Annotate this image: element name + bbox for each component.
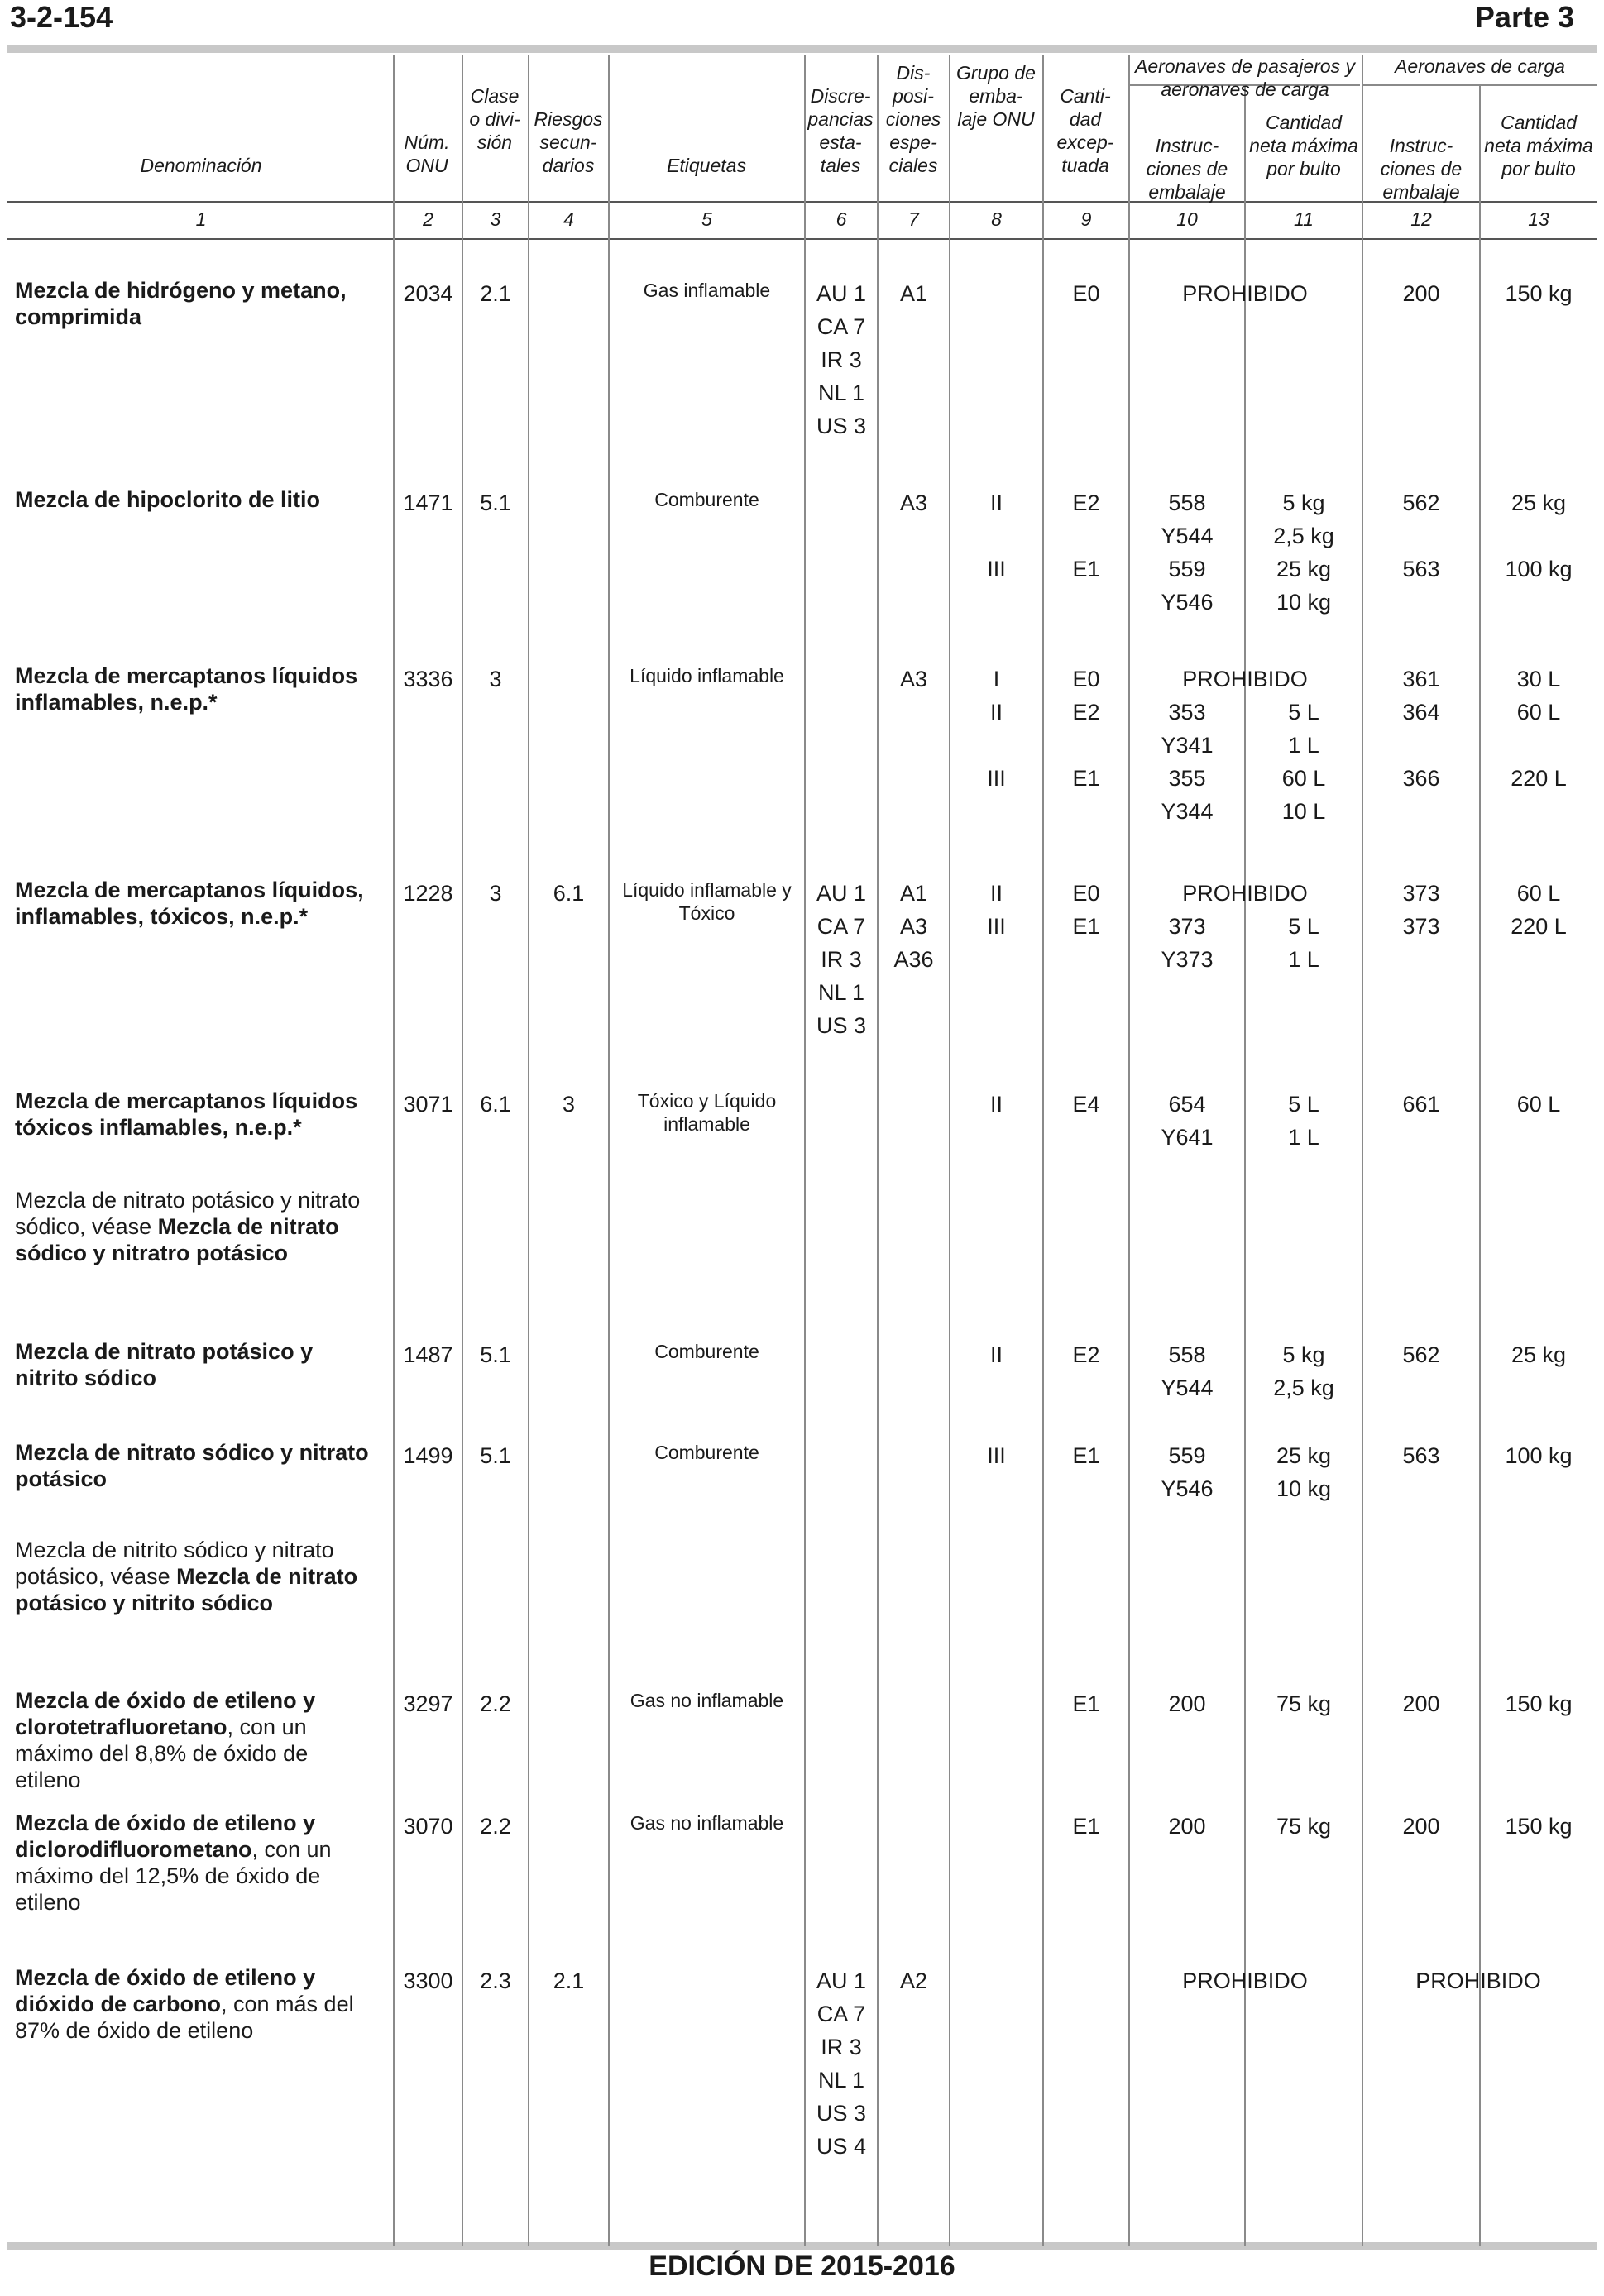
- cell-disposiciones: A3: [899, 490, 928, 515]
- entry-name-bold: Mezcla de mercaptanos líquidos, inflamables, tóxicos, n.e.p.*: [15, 878, 364, 929]
- cell-exceptuada: E0: [1072, 281, 1100, 306]
- entry-name-bold: Mezcla de óxido de etileno y dióxido de carbono: [15, 1965, 316, 2016]
- cell-clase: 2.1: [480, 281, 511, 306]
- cell-onu: 3070: [403, 1814, 453, 1839]
- entry-name-bold: Mezcla de óxido de etileno y diclorodifluorometano: [15, 1810, 316, 1862]
- column-divider: [1042, 55, 1044, 2246]
- entry-name-qualifier: , con un máximo del 8,8% de óxido de etileno: [15, 1715, 309, 1792]
- header-cantidad-pasajeros: Cantidad neta máxima por bulto: [1249, 112, 1358, 179]
- entry-name-bold: Mezcla de nitrato sódico y nitrato potásico: [15, 1440, 369, 1491]
- cross-reference-target: Mezcla de nitrato potásico y nitrito sódico: [15, 1564, 358, 1615]
- column-number-rule: [7, 238, 1597, 240]
- cell-disposiciones: A1 A3 A36: [893, 881, 934, 972]
- col-number: 11: [1294, 208, 1314, 230]
- cell-carga-instr: 562: [1402, 1342, 1440, 1367]
- col-number: 13: [1528, 208, 1549, 230]
- cell-riesgos: 2.1: [553, 1968, 585, 1993]
- header-disposiciones: Dis- posi- ciones espe- ciales: [885, 62, 941, 176]
- col-number: 6: [836, 208, 847, 230]
- cell-etiquetas: Tóxico y Líquido inflamable: [637, 1090, 777, 1135]
- col-number: 4: [563, 208, 574, 230]
- cell-pas-cant: 5 kg 2,5 kg: [1273, 1342, 1334, 1400]
- header-grupo: Grupo de emba- laje ONU: [956, 62, 1036, 130]
- column-divider: [949, 55, 950, 2246]
- entry-name: [15, 1088, 379, 1141]
- col-number: 3: [490, 208, 501, 230]
- cell-grupo: II III: [987, 490, 1006, 581]
- header-discrepancias: Discre- pancias esta- tales: [807, 85, 874, 176]
- cell-pas-instr-rest: 353 Y341 355 Y344: [1161, 700, 1214, 824]
- cell-carga-instr: 361 364 366: [1402, 667, 1440, 791]
- cell-onu: 1487: [403, 1342, 453, 1367]
- entry-name-bold: Mezcla de hipoclorito de litio: [15, 487, 321, 512]
- cell-carga-instr: 661: [1402, 1092, 1440, 1117]
- cell-exceptuada: E0 E1: [1072, 881, 1100, 939]
- cell-clase: 2.3: [480, 1968, 511, 1993]
- cell-carga-instr: 200: [1402, 1814, 1440, 1839]
- cell-grupo: II: [989, 1342, 1003, 1367]
- col-number: 8: [991, 208, 1002, 230]
- cell-pas-cant: 75 kg: [1276, 1691, 1332, 1716]
- entry-name: [15, 1964, 379, 2044]
- cell-carga-instr: 563: [1402, 1443, 1440, 1468]
- cell-pas-instr: 200: [1168, 1814, 1206, 1839]
- cell-etiquetas: Líquido inflamable y Tóxico: [622, 879, 792, 924]
- cell-etiquetas: Comburente: [654, 1341, 759, 1362]
- entry-name: [15, 662, 379, 715]
- page-number: 3-2-154: [10, 0, 113, 34]
- cell-etiquetas: Gas no inflamable: [630, 1690, 784, 1711]
- header-denominacion: Denominación: [140, 155, 262, 176]
- header-cantidad-carga: Cantidad neta máxima por bulto: [1484, 112, 1593, 179]
- cell-carga-cant: 100 kg: [1505, 1443, 1573, 1468]
- part-label: Parte 3: [1474, 0, 1574, 34]
- col-number: 12: [1410, 208, 1432, 230]
- cell-etiquetas: Gas no inflamable: [630, 1812, 784, 1834]
- cell-carga-cant: 150 kg: [1505, 281, 1573, 306]
- cell-exceptuada: E4: [1072, 1092, 1100, 1117]
- cell-onu: 1499: [403, 1443, 453, 1468]
- entry-name-bold: Mezcla de óxido de etileno y clorotetrafluoretano: [15, 1688, 316, 1739]
- cell-clase: 3: [489, 881, 502, 906]
- cell-pas-cant: 5 L 1 L 60 L 10 L: [1281, 700, 1326, 824]
- header-instrucciones-pasajeros: Instruc- ciones de embalaje: [1146, 135, 1228, 203]
- cell-discrepancias: AU 1 CA 7 IR 3 NL 1 US 3: [816, 881, 867, 1038]
- cell-grupo: III: [987, 1443, 1006, 1468]
- cell-etiquetas: Comburente: [654, 1442, 759, 1463]
- header-etiquetas: Etiquetas: [667, 155, 746, 176]
- cell-prohibido: PROHIBIDO: [1182, 881, 1308, 906]
- header-clase: Clase o divi- sión: [469, 85, 520, 153]
- column-divider: [608, 55, 610, 2246]
- entry-name: [15, 1810, 379, 1916]
- column-divider: [1244, 86, 1246, 2246]
- cross-reference-target: Mezcla de nitrato sódico y nitratro potásico: [15, 1214, 339, 1265]
- cell-carga-instr: 200: [1402, 1691, 1440, 1716]
- entry-name: [15, 1338, 379, 1391]
- column-divider: [393, 55, 395, 2246]
- cell-pas-instr: 558 Y544: [1161, 1342, 1214, 1400]
- cell-pas-instr-rest: 373 Y373: [1161, 914, 1214, 972]
- cell-pas-instr: 558 Y544 559 Y546: [1161, 490, 1214, 615]
- cell-pas-instr: 654 Y641: [1161, 1092, 1214, 1150]
- column-divider: [1479, 86, 1481, 2246]
- entry-name: [15, 1439, 379, 1492]
- cell-riesgos: 6.1: [553, 881, 585, 906]
- top-rule: [7, 45, 1597, 53]
- column-divider: [1362, 55, 1363, 2246]
- cell-discrepancias: AU 1 CA 7 IR 3 NL 1 US 3: [816, 281, 867, 438]
- cell-onu: 3071: [403, 1092, 453, 1117]
- cell-onu: 3300: [403, 1968, 453, 1993]
- cell-grupo: II: [989, 1092, 1003, 1117]
- column-divider: [877, 55, 879, 2246]
- cell-disposiciones: A2: [899, 1968, 928, 1993]
- cell-clase: 2.2: [480, 1691, 511, 1716]
- header-riesgos: Riesgos secun- darios: [534, 108, 603, 176]
- cross-reference: [15, 1187, 379, 1266]
- cell-pas-cant: 5 L 1 L: [1288, 914, 1319, 972]
- cell-carga-instr: 200: [1402, 281, 1440, 306]
- col-number: 9: [1080, 208, 1092, 230]
- cell-carga-cant: 150 kg: [1505, 1691, 1573, 1716]
- entry-name-qualifier: , con un máximo del 12,5% de óxido de etileno: [15, 1837, 332, 1915]
- bottom-rule: [7, 2242, 1597, 2250]
- cell-exceptuada: E1: [1072, 1691, 1100, 1716]
- col-number: 1: [195, 208, 207, 230]
- cross-reference-text: Mezcla de nitrato potásico y nitrato sódico, véase: [15, 1188, 361, 1239]
- cell-exceptuada: E2 E1: [1072, 490, 1100, 581]
- cell-pas-cant: 5 L 1 L: [1288, 1092, 1319, 1150]
- cell-carga-cant: 25 kg 100 kg: [1505, 490, 1573, 581]
- cell-carga-cant: 150 kg: [1505, 1814, 1573, 1839]
- column-divider: [462, 55, 463, 2246]
- cell-pas-instr: 559 Y546: [1161, 1443, 1214, 1501]
- entry-name-bold: Mezcla de hidrógeno y metano, comprimida: [15, 278, 347, 329]
- entry-name: [15, 1687, 379, 1793]
- cell-discrepancias: AU 1 CA 7 IR 3 NL 1 US 3 US 4: [816, 1968, 867, 2159]
- cell-etiquetas: Gas inflamable: [643, 280, 771, 301]
- entry-name-qualifier: , con más del 87% de óxido de etileno: [15, 1992, 354, 2043]
- cell-exceptuada: E1: [1072, 1443, 1100, 1468]
- cell-clase: 6.1: [480, 1092, 511, 1117]
- entry-name-bold: Mezcla de nitrato potásico y nitrito sódico: [15, 1339, 314, 1390]
- cell-prohibido: PROHIBIDO: [1182, 667, 1308, 691]
- col-number: 7: [908, 208, 919, 230]
- col-number: 10: [1176, 208, 1198, 230]
- cell-pas-cant: 5 kg 2,5 kg 25 kg 10 kg: [1273, 490, 1334, 615]
- header-instrucciones-carga: Instruc- ciones de embalaje: [1380, 135, 1463, 203]
- column-divider: [528, 55, 529, 2246]
- cell-clase: 5.1: [480, 1443, 511, 1468]
- cell-carga-instr: 562 563: [1402, 490, 1440, 581]
- header-rule: [7, 201, 1597, 203]
- cell-exceptuada: E0 E2 E1: [1072, 667, 1100, 791]
- cell-grupo: I II III: [987, 667, 1006, 791]
- edition-footer: EDICIÓN DE 2015-2016: [649, 2251, 955, 2282]
- col-number: 2: [423, 208, 433, 230]
- cell-carga-cant: 60 L 220 L: [1511, 881, 1567, 939]
- entry-name: [15, 486, 379, 513]
- cell-pas-cant: 75 kg: [1276, 1814, 1332, 1839]
- cell-disposiciones: A3: [899, 667, 928, 691]
- cross-reference-text: Mezcla de nitrito sódico y nitrato potásico, véase: [15, 1538, 334, 1589]
- cell-exceptuada: E1: [1072, 1814, 1100, 1839]
- cell-carga-cant: 30 L 60 L 220 L: [1511, 667, 1567, 791]
- entry-name: [15, 277, 379, 330]
- cell-pas-instr: 200: [1168, 1691, 1206, 1716]
- entry-name-bold: Mezcla de mercaptanos líquidos inflamables, n.e.p.*: [15, 663, 358, 715]
- cell-clase: 5.1: [480, 490, 511, 515]
- cell-carga-cant: 25 kg: [1511, 1342, 1567, 1367]
- cell-carga-cant: 60 L: [1516, 1092, 1561, 1117]
- entry-name: [15, 877, 379, 930]
- cell-pas-cant: 25 kg 10 kg: [1276, 1443, 1332, 1501]
- cell-onu: 3336: [403, 667, 453, 691]
- cell-prohibido: PROHIBIDO: [1182, 281, 1308, 306]
- header-num-onu: Núm. ONU: [404, 132, 450, 176]
- header-carga-group: Aeronaves de carga: [1395, 55, 1565, 77]
- cell-onu: 1471: [403, 490, 453, 515]
- cell-prohibido: PROHIBIDO: [1415, 1968, 1541, 1993]
- cell-carga-instr: 373 373: [1402, 881, 1440, 939]
- cross-reference: [15, 1537, 379, 1616]
- header-pasajeros-group: Aeronaves de pasajeros y aeronaves de carga: [1135, 55, 1355, 100]
- cell-clase: 3: [489, 667, 502, 691]
- cell-onu: 2034: [403, 281, 453, 306]
- cell-exceptuada: E2: [1072, 1342, 1100, 1367]
- cell-grupo: II III: [987, 881, 1006, 939]
- cell-riesgos: 3: [562, 1092, 576, 1117]
- cell-onu: 3297: [403, 1691, 453, 1716]
- cell-clase: 2.2: [480, 1814, 511, 1839]
- cell-disposiciones: A1: [899, 281, 928, 306]
- cell-etiquetas: Líquido inflamable: [630, 665, 784, 686]
- header-cantidad-exceptuada: Canti- dad excep- tuada: [1056, 85, 1114, 176]
- entry-name-bold: Mezcla de mercaptanos líquidos tóxicos inflamables, n.e.p.*: [15, 1088, 358, 1140]
- cell-prohibido: PROHIBIDO: [1182, 1968, 1308, 1993]
- cell-clase: 5.1: [480, 1342, 511, 1367]
- col-number: 5: [701, 208, 712, 230]
- cell-etiquetas: Comburente: [654, 489, 759, 510]
- cell-onu: 1228: [403, 881, 453, 906]
